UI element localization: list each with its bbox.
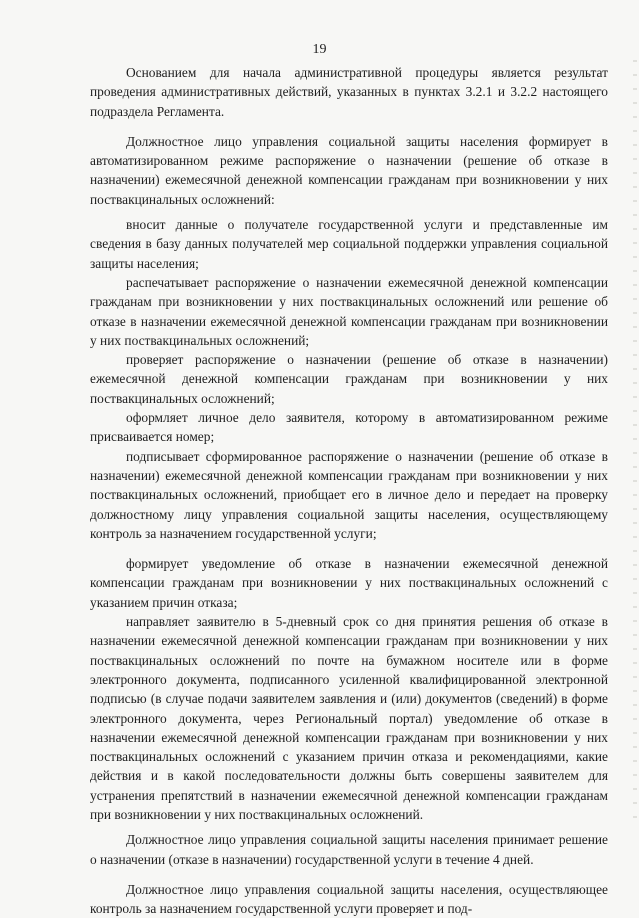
paragraph-personal-file: оформляет личное дело заявителя, которому в автоматизированном режиме присваивается номер; xyxy=(90,410,608,445)
paragraph-decision-term: Должностное лицо управления социальной защиты населения принимает решение о назначении (отказе в назначении) государственной услуги в течение 4 дней. xyxy=(90,832,608,867)
paragraph-sends-notice: направляет заявителю в 5-дневный срок со дня принятия решения об отказе в назначении ежемесячной денежной компенсации гражданам при возникновении у них поствакцинальных осложнений по почте на бумажном носителе или в форме электронного документа, подписанного усиленной квалифицированной электронной подписью (в случае подачи заявителем заявления и (или) документов (сведений) в форме электронного документа, через Региональный портал) уведомление об отказе в назначении ежемесячной денежной компенсации гражданам при возникновении у них поствакцинальных осложнений с указанием причин отказа и рекомендациями, какие действия и в какой последовательности должны быть совершены заявителем для устранения препятствий в назначении ежемесячной денежной компенсации гражданам при возникновении у них поствакцинальных осложнений. xyxy=(90,614,608,822)
paragraph-prints-order: распечатывает распоряжение о назначении ежемесячной денежной компенсации гражданам при возникновении у них поствакцинальных осложнений или решение об отказе в назначении ежемесячной денежной компенсации гражданам при возникновении у них поствакцинальных осложнений; xyxy=(90,274,608,348)
paragraph-enters-data: вносит данные о получателе государственной услуги и представленные им сведения в базу данных получателей мер социальной поддержки управления социальной защиты населения; xyxy=(90,217,608,271)
paragraph-checks-order: проверяет распоряжение о назначении (решение об отказе в назначении) ежемесячной денежной компенсации гражданам при возникновении у них поствакцинальных осложнений; xyxy=(90,352,608,406)
paragraph-official-forms: Должностное лицо управления социальной защиты населения формирует в автоматизированном режиме распоряжение о назначении (решение об отказе в назначении) ежемесячной денежной компенсации гражданам при возникновении у них поствакцинальных осложнений: xyxy=(90,133,608,207)
document-body xyxy=(90,63,608,918)
scan-edge-marks xyxy=(633,60,637,830)
paragraph-forms-notice: формирует уведомление об отказе в назначении ежемесячной денежной компенсации гражданам при возникновении у них поствакцинальных осложнений с указанием причин отказа; xyxy=(90,556,608,610)
paragraph-control-official: Должностное лицо управления социальной защиты населения, осуществляющее контроль за назначением государственной услуги проверяет и под- xyxy=(90,881,608,917)
paragraph-signs-order: подписывает сформированное распоряжение о назначении (решение об отказе в назначении) ежемесячной денежной компенсации гражданам при возникновении у них поствакцинальных осложнений, приобщает его в личное дело и передает на проверку должностному лицу управления социальной защиты населения, осуществляющему контроль за назначением государственной услуги; xyxy=(90,448,608,541)
page-number: 19 xyxy=(312,42,327,57)
paragraph-basis: Основанием для начала административной процедуры является результат проведения административных действий, указанных в пунктах 3.2.1 и 3.2.2 настоящего подраздела Регламента. xyxy=(90,65,608,119)
